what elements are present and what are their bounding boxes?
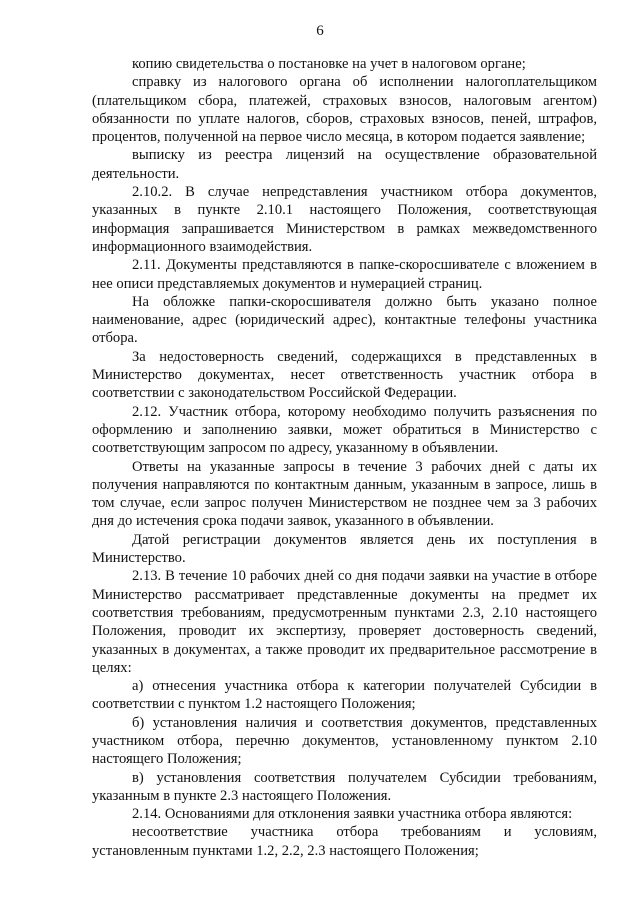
paragraph-nonconformity: несоответствие участника отбора требованиям и условиям, установленным пунктами 1.2, 2.2, 2.3 настоящего Положения; (92, 824, 597, 859)
paragraph-tax-certificate: справку из налогового органа об исполнении налогоплательщиком (плательщиком сбора, платежей, страховых взносов, налоговым агентом) обязанности по уплате налогов, сборов, страховых взносов, пеней, штрафов, процентов, полученной на первое число месяца, в котором подается заявление; (92, 74, 597, 146)
paragraph-2-12: 2.12. Участник отбора, которому необходимо получить разъяснения по оформлению и заполнению заявки, может обратиться в Министерство с соответствующим запросом по адресу, указанному в объявлении. (92, 403, 597, 457)
paragraph-2-14: 2.14. Основаниями для отклонения заявки участника отбора являются: (132, 806, 573, 823)
paragraph-license-extract: выписку из реестра лицензий на осуществление образовательной деятельности. (92, 147, 597, 182)
paragraph-item-b: б) установления наличия и соответствия документов, представленных участником отбора, перечню документов, установленному пунктом 2.10 настоящего Положения; (92, 714, 597, 768)
page-number: 6 (316, 23, 324, 39)
paragraph-2-11: 2.11. Документы представляются в папке-скоросшивателе с вложением в нее описи представляемых документов и нумерацией страниц. (92, 257, 597, 292)
paragraph-2-13: 2.13. В течение 10 рабочих дней со дня подачи заявки на участие в отборе Министерство рассматривает представленные документы на предмет их соответствия требованиям, предусмотренным пунктами 2.3, 2.10 настоящего Положения, проводит их экспертизу, проверяет достоверность сведений, указанных в документах, а также проводит их предварительное рассмотрение в целях: (92, 568, 597, 676)
paragraph-item-a: а) отнесения участника отбора к категории получателей Субсидии в соответствии с пунктом 1.2 настоящего Положения; (92, 678, 597, 713)
paragraph-2-10-2: 2.10.2. В случае непредставления участником отбора документов, указанных в пункте 2.10.1 настоящего Положения, соответствующая информация запрашивается Министерством в рамках межведомственного информационного взаимодействия. (92, 184, 597, 255)
paragraph-responses: Ответы на указанные запросы в течение 3 рабочих дней с даты их получения направляются по контактным данным, указанным в запросе, лишь в том случае, если запрос получен Министерством не позднее чем за 3 рабочих дня до истечения срока подачи заявок, указанного в объявлении. (92, 458, 597, 530)
document-body (92, 55, 597, 860)
paragraph-tax-registration: копию свидетельства о постановке на учет в налоговом органе; (132, 56, 526, 72)
paragraph-registration-date: Датой регистрации документов является день их поступления в Министерство. (92, 531, 597, 567)
paragraph-folder-cover: На обложке папки-скоросшивателя должно быть указано полное наименование, адрес (юридический адрес), контактные телефоны участника отбора. (92, 293, 597, 347)
paragraph-responsibility: За недостоверность сведений, содержащихся в представленных в Министерство документах, несет ответственность участник отбора в соответствии с законодательством Российской Федерации. (92, 348, 597, 402)
paragraph-item-c: в) установления соответствия получателем Субсидии требованиям, указанным в пункте 2.3 настоящего Положения. (92, 769, 597, 804)
